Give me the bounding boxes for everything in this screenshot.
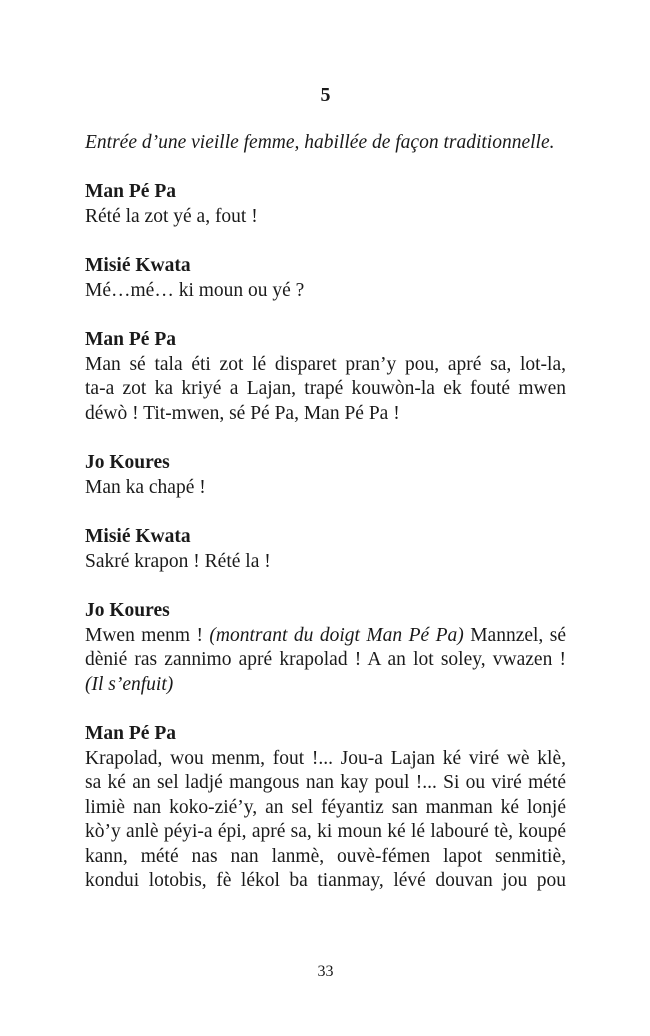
speech-text [85, 624, 566, 698]
book-page [85, 0, 566, 1036]
speech-line: limiè nan koko-zié’y, an sel féyantiz san manman ké lonjé [85, 796, 566, 818]
speaker-name: Misié Kwata [85, 526, 191, 547]
speech-text [85, 476, 566, 501]
speaker-name: Man Pé Pa [85, 329, 176, 350]
speech-line: kann, mété nas nan lanmè, ouvè-fémen lapot senmitiè, [85, 845, 566, 867]
dialogue-block [85, 599, 566, 697]
speech-line: ta-a zot ka kriyé a Lajan, trapé kouwòn-la ek fouté mwen [85, 378, 566, 399]
speech-line: dènié ras zannimo apré krapolad ! A an lot soley, vwazen ! [85, 649, 566, 670]
dialogue-block [85, 722, 566, 894]
dialogue-block [85, 451, 566, 500]
speaker-name: Man Pé Pa [85, 723, 176, 744]
speech-line: Mé…mé… ki moun ou yé ? [85, 279, 305, 301]
speaker-name: Man Pé Pa [85, 181, 176, 202]
dialogue-block [85, 328, 566, 426]
speech-line: Man ka chapé ! [85, 476, 206, 498]
dialogue-block [85, 180, 566, 229]
speech-text [85, 747, 566, 894]
speech-text [85, 205, 566, 230]
stage-aside: (Il s’enfuit) [85, 673, 174, 695]
stage-direction: Entrée d’une vieille femme, habillée de façon traditionnelle. [85, 132, 555, 153]
page-number: 33 [317, 963, 334, 980]
speech-line: Rété la zot yé a, fout ! [85, 205, 258, 227]
speech-segment: Mannzel, sé [463, 624, 566, 646]
dialogue-block [85, 254, 566, 303]
speech-segment: Mwen menm ! [85, 624, 210, 646]
speech-text [85, 353, 566, 427]
speech-text [85, 550, 566, 575]
speech-line: Krapolad, wou menm, fout !... Jou-a Lajan ké viré wè klè, [85, 747, 566, 769]
speech-line: Man sé tala éti zot lé disparet pran’y pou, apré sa, lot-la, [85, 353, 566, 375]
stage-aside: (montrant du doigt Man Pé Pa) [209, 624, 464, 646]
speech-line [85, 624, 566, 649]
dialogue-block [85, 525, 566, 574]
scene-number: 5 [320, 84, 331, 106]
speaker-name: Jo Koures [85, 452, 170, 473]
speech-line: Sakré krapon ! Rété la ! [85, 550, 271, 572]
speech-line: déwò ! Tit-mwen, sé Pé Pa, Man Pé Pa ! [85, 402, 400, 424]
speech-line: kondui lotobis, fè lékol ba tianmay, lévé douvan jou pou [85, 870, 566, 891]
speech-line: sa ké an sel ladjé mangous nan kay poul !... Si ou viré mété [85, 772, 566, 793]
speech-text [85, 279, 566, 304]
speaker-name: Jo Koures [85, 600, 170, 621]
speech-line: kò’y anlè péyi-a épi, apré sa, ki moun ké lé labouré tè, koupé [85, 821, 566, 842]
speaker-name: Misié Kwata [85, 255, 191, 276]
